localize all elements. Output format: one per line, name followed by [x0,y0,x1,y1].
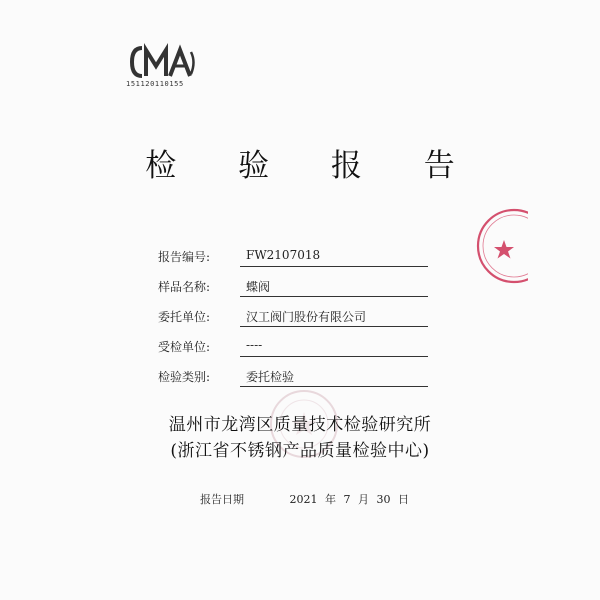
institute-subtitle: (浙江省不锈钢产品质量检验中心) [170,441,430,461]
underline [240,356,428,357]
field-sample-name [158,276,428,302]
date-month-unit: 月 [358,493,369,506]
field-value: FW2107018 [246,248,321,262]
report-date [200,491,409,507]
field-client-unit [158,306,428,332]
field-value: ---- [246,338,263,352]
field-label: 样品名称: [158,280,211,294]
field-value: 委托检验 [246,370,295,384]
report-date-label: 报告日期 [200,493,244,506]
field-label: 检验类别: [158,370,211,384]
cma-certificate-number: 151120110155 [126,80,184,88]
field-label: 委托单位: [158,310,211,324]
field-label: 受检单位: [158,340,211,354]
date-year-unit: 年 [325,493,336,506]
underline [240,386,428,387]
field-label: 报告编号: [158,250,211,264]
page-title: 检 验 报 告 [145,148,481,184]
underline [240,326,428,327]
institute-name: 温州市龙湾区质量技术检验研究所 [168,415,432,435]
underline [240,266,428,267]
underline [240,296,428,297]
field-inspected-unit [158,336,428,362]
date-month: 7 [343,493,351,506]
date-year: 2021 [289,493,318,506]
field-report-number [158,246,428,272]
field-value: 蝶阀 [246,280,271,294]
date-day-unit: 日 [398,493,409,506]
date-day: 30 [376,493,391,506]
field-value: 汉工阀门股份有限公司 [246,310,367,324]
red-stamp-icon [468,206,528,286]
